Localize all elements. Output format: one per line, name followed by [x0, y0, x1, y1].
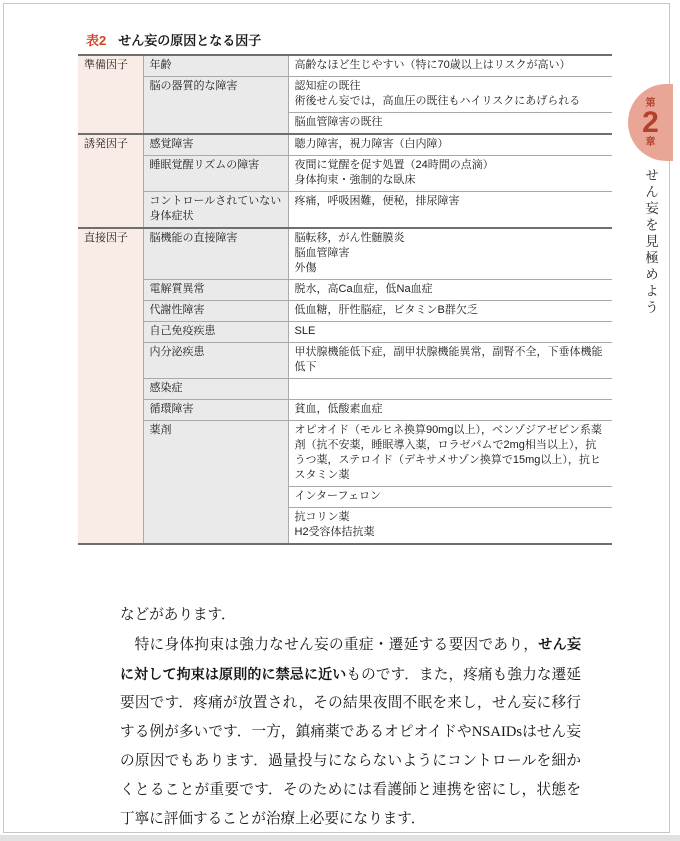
factor-cell: 電解質異常: [143, 280, 288, 301]
table-row: [78, 55, 612, 77]
detail-cell: 甲状腺機能低下症，副甲状腺機能異常，副腎不全，下垂体機能低下: [288, 343, 612, 379]
category-cell: 誘発因子: [78, 134, 143, 228]
paragraph-text: ものです．また，疼痛も強力な遷延要因です．疼痛が放置され，その結果夜間不眠を来し，せん妄に移行する例が多いです．一方，鎮痛薬であるオピオイドやNSAIDsはせん妄の原因でもあります．過量投与にならないようにコントロールを細かくとることが重要です．そのためには看護師と連携を密にし，状態を丁寧に評価することが治療上必要になります．: [120, 666, 581, 827]
body-paragraph: [120, 630, 581, 834]
category-cell: 準備因子: [78, 55, 143, 134]
detail-cell: インターフェロン: [288, 487, 612, 508]
factor-cell: 年齢: [143, 55, 288, 77]
detail-cell: 夜間に覚醒を促す処置（24時間の点滴） 身体拘束・強制的な臥床: [288, 156, 612, 192]
detail-cell: 脳転移，がん性髄膜炎 脳血管障害 外傷: [288, 228, 612, 280]
table-row: [78, 280, 612, 301]
table-row: [78, 301, 612, 322]
detail-cell: 高齢なほど生じやすい（特に70歳以上はリスクが高い）: [288, 55, 612, 77]
table-number-tag: 表2: [86, 33, 107, 48]
table-row: [78, 379, 612, 400]
detail-cell: 認知症の既往 術後せん妄では，高血圧の既往もハイリスクにあげられる: [288, 77, 612, 113]
detail-cell: SLE: [288, 322, 612, 343]
delirium-factors-table: [78, 54, 612, 545]
detail-cell: 脱水，高Ca血症，低Na血症: [288, 280, 612, 301]
table-row: [78, 400, 612, 421]
factor-cell: 循環障害: [143, 400, 288, 421]
table-row: [78, 343, 612, 379]
table-row: [78, 192, 612, 229]
detail-cell: 疼痛，呼吸困難，便秘，排尿障害: [288, 192, 612, 229]
emphasized-text: せん妄に対して拘束は原則的に禁忌に近い: [120, 635, 581, 682]
body-text: [120, 601, 581, 833]
body-paragraph: [120, 601, 581, 630]
table-row: [78, 322, 612, 343]
chapter-title: せん妄を見極めよう: [643, 168, 658, 317]
detail-cell: 脳血管障害の既往: [288, 113, 612, 135]
chapter-suffix: 章: [645, 136, 656, 148]
paragraph-text: 特に身体拘束は強力なせん妄の重症・遷延する要因であり，: [134, 636, 539, 653]
detail-cell: オピオイド（モルヒネ換算90mg以上），ベンゾジアゼピン系薬剤（抗不安薬，睡眠導入薬，ロラゼパムで2mg相当以上），抗うつ薬，ステロイド（デキサメサゾン換算で15mg以上），抗ヒスタミン薬: [288, 421, 612, 487]
page-bottom-edge: [0, 835, 680, 841]
detail-cell: 抗コリン薬 H2受容体拮抗薬: [288, 508, 612, 545]
detail-cell: 聴力障害，視力障害（白内障）: [288, 134, 612, 156]
table-title: [86, 30, 261, 49]
table-row: [78, 228, 612, 280]
chapter-number: 2: [642, 105, 659, 139]
factor-cell: 薬剤: [143, 421, 288, 545]
factor-cell: コントロールされていない 身体症状: [143, 192, 288, 229]
table-row: [78, 156, 612, 192]
factor-cell: 自己免疫疾患: [143, 322, 288, 343]
factor-cell: 代謝性障害: [143, 301, 288, 322]
detail-cell: 貧血，低酸素血症: [288, 400, 612, 421]
table-row: [78, 77, 612, 113]
table-title-text: せん妄の原因となる因子: [118, 33, 262, 48]
factor-cell: 内分泌疾患: [143, 343, 288, 379]
chapter-prefix: 第: [645, 97, 656, 109]
detail-cell: [288, 379, 612, 400]
detail-cell: 低血糖，肝性脳症，ビタミンB群欠乏: [288, 301, 612, 322]
paragraph-text: などがあります．: [120, 607, 236, 623]
factor-cell: 脳の器質的な障害: [143, 77, 288, 135]
factor-cell: 脳機能の直接障害: [143, 228, 288, 280]
table-row: [78, 134, 612, 156]
factor-cell: 感覚障害: [143, 134, 288, 156]
factor-cell: 睡眠覚醒リズムの障害: [143, 156, 288, 192]
factor-cell: 感染症: [143, 379, 288, 400]
table-row: [78, 421, 612, 487]
category-cell: 直接因子: [78, 228, 143, 544]
